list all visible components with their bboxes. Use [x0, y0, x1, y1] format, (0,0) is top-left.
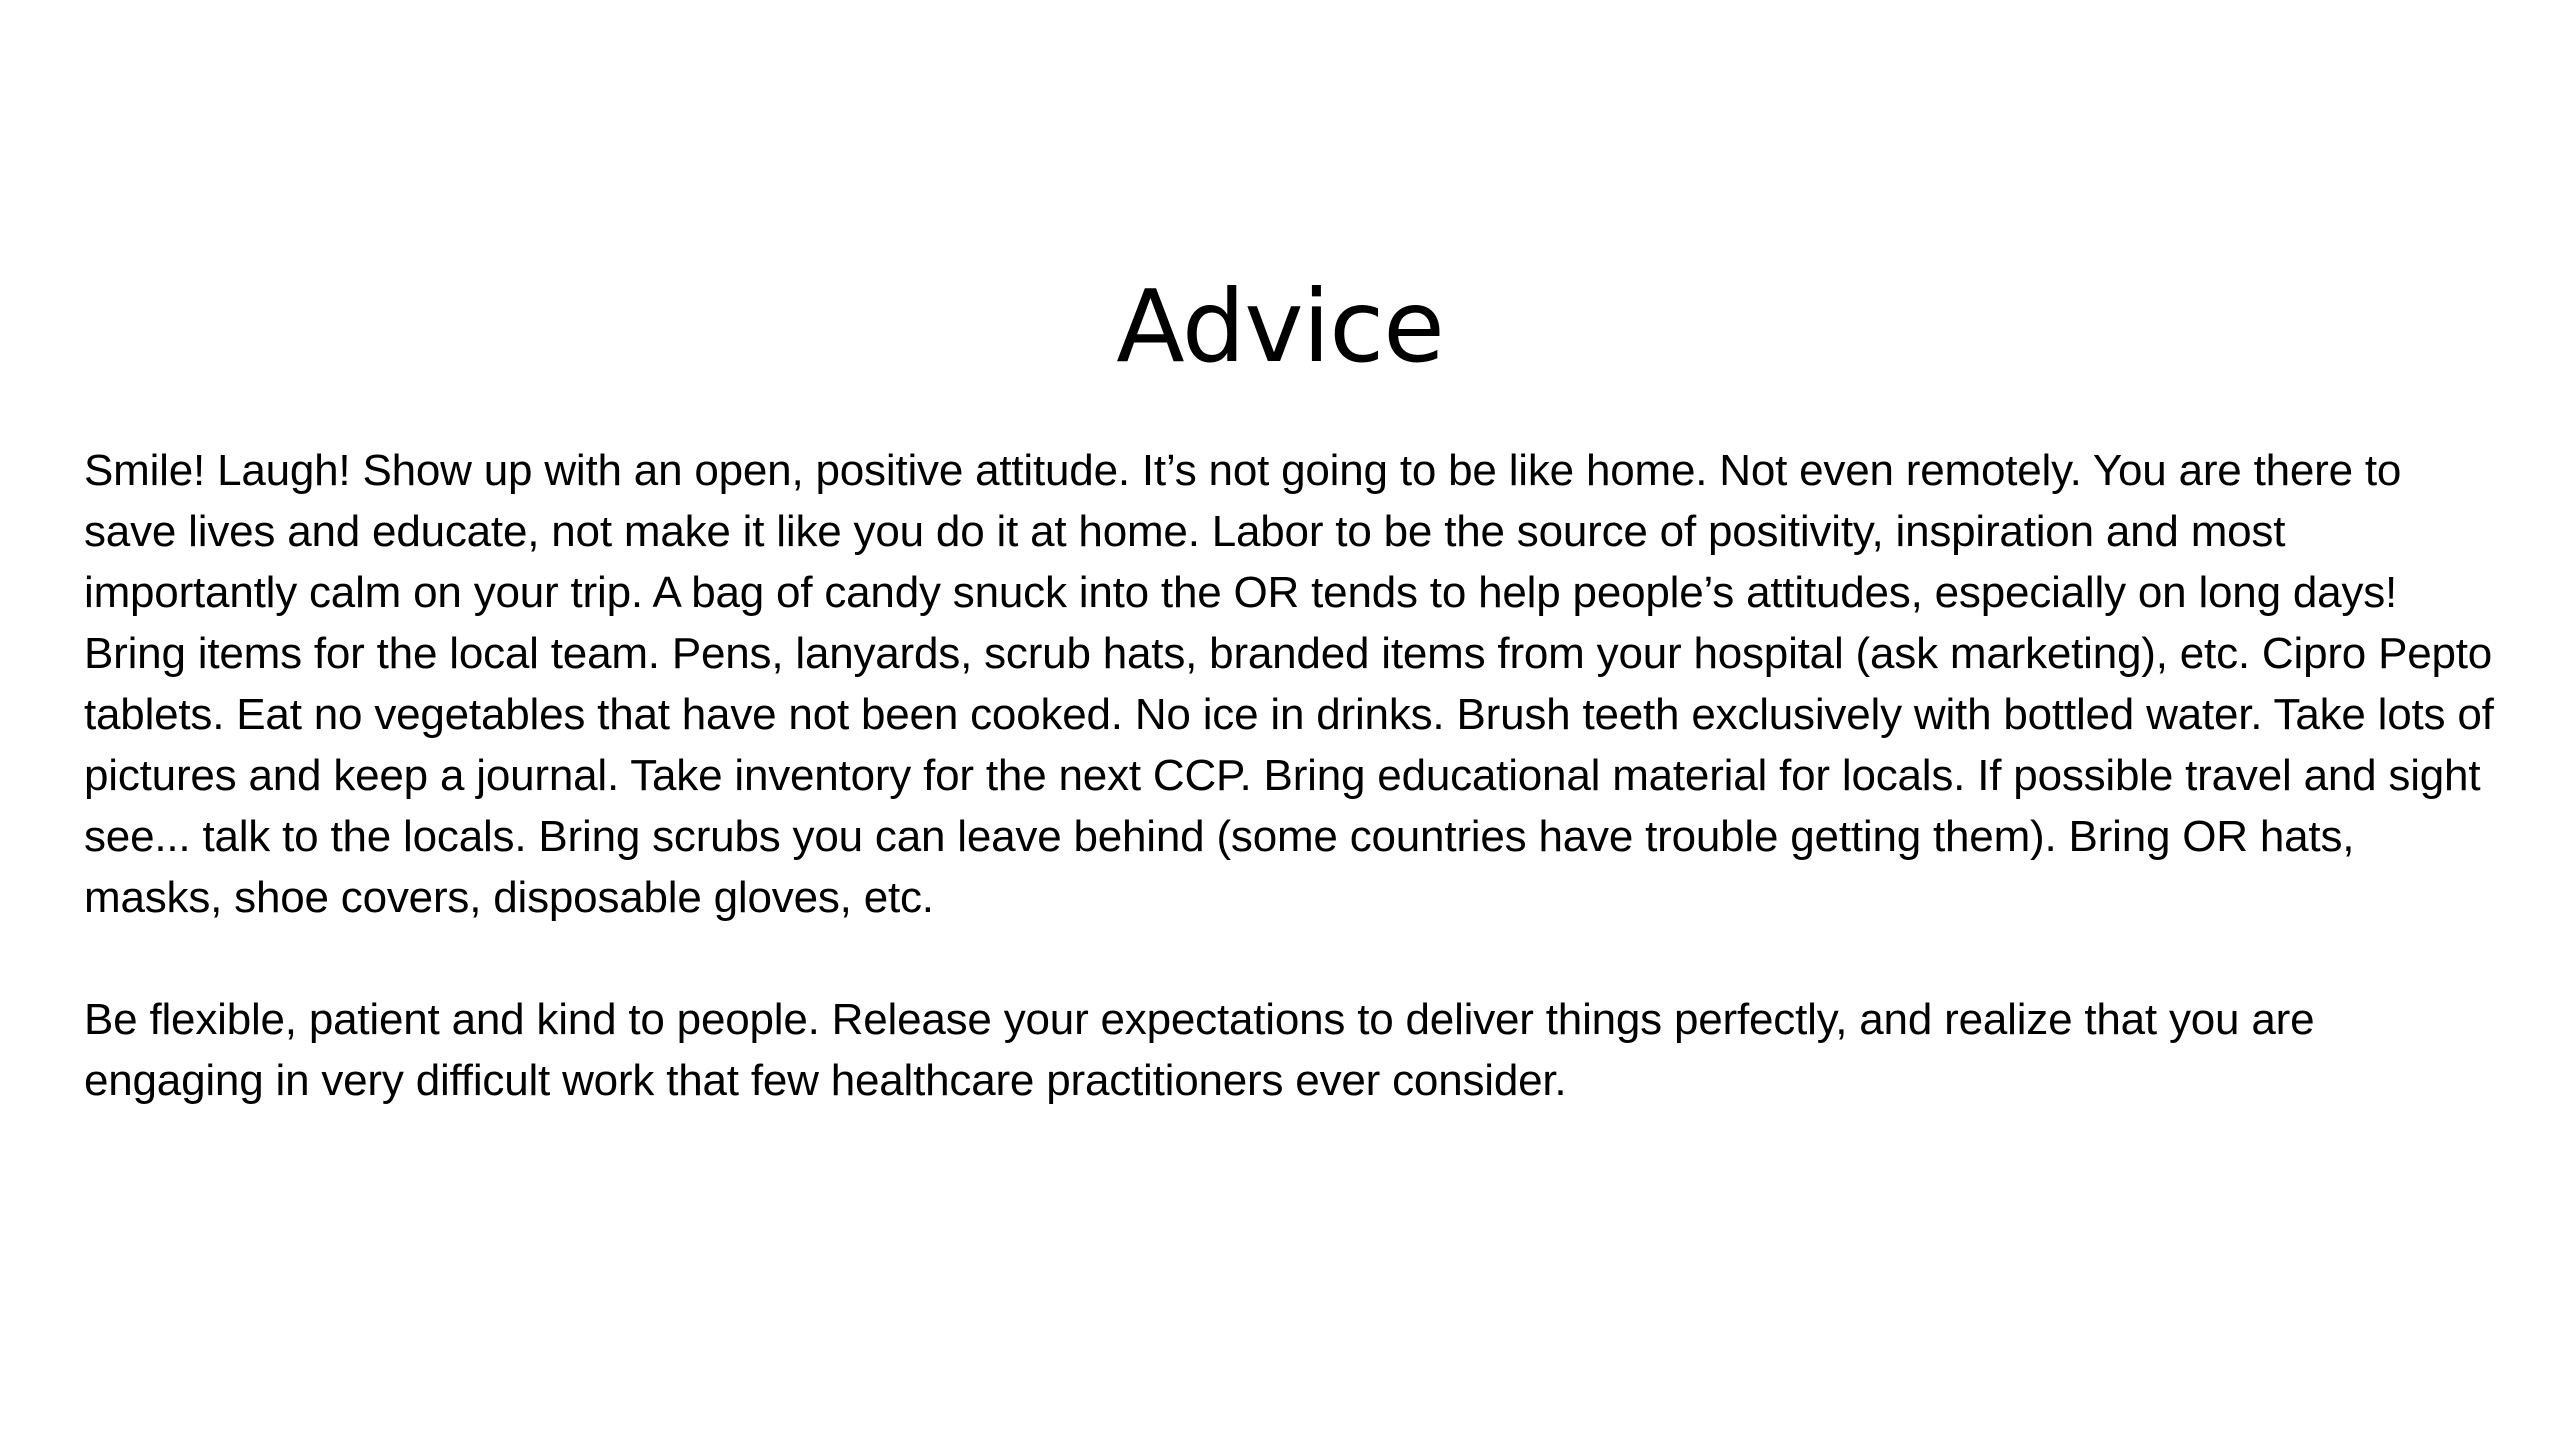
- body-paragraph-2: Be flexible, patient and kind to people. Release your expectations to deliver things perfectly, and realize that you are engaging in very difficult work that few healthcare practitioners ever consider.: [84, 995, 2315, 1105]
- body-paragraph-1: Smile! Laugh! Show up with an open, positive attitude. It’s not going to be like home. Not even remotely. You are there to save lives and educate, not make it like you do it at home. Labor to be the source of positivity, inspiration and most importantly calm on your trip. A bag of candy snuck into the OR tends to help people’s attitudes, especially on long days! Bring items for the local team. Pens, lanyards, scrub hats, branded items from your hospital (ask marketing), etc. Cipro Pepto tablets. Eat no vegetables that have not been cooked. No ice in drinks. Brush teeth exclusively with bottled water. Take lots of pictures and keep a journal. Take inventory for the next CCP. Bring educational material for locals. If possible travel and sight see... talk to the locals. Bring scrubs you can leave behind (some countries have trouble getting them). Bring OR hats, masks, shoe covers, disposable gloves, etc.: [84, 446, 2494, 922]
- slide-body: [84, 440, 2504, 1111]
- slide-title: Advice: [1116, 268, 1444, 385]
